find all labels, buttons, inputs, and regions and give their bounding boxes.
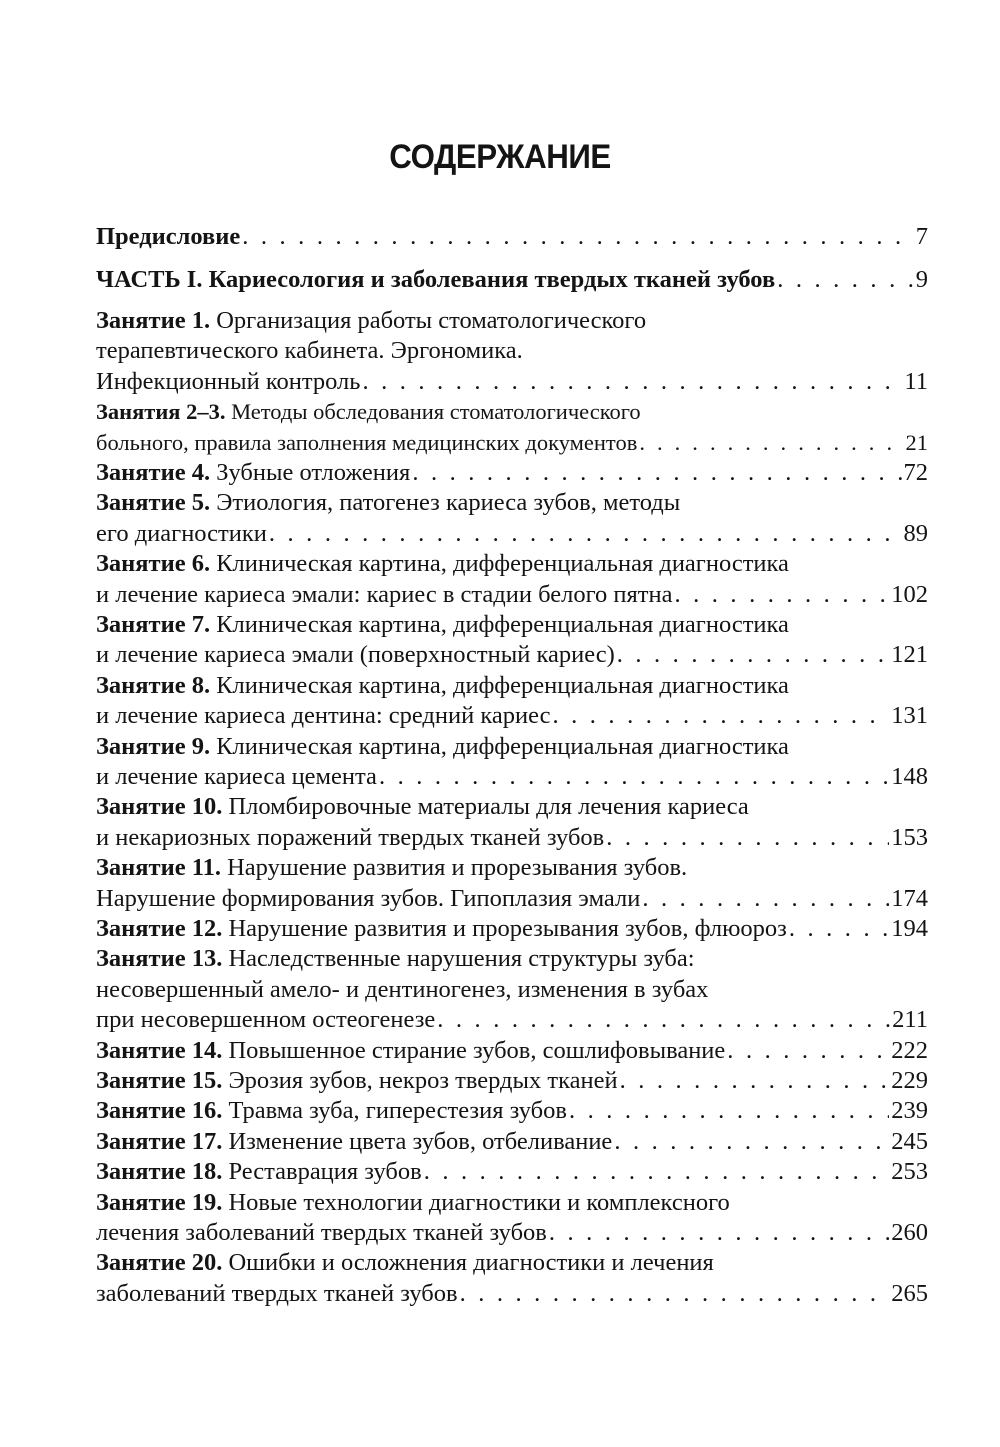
toc-entry-title-line: и лечение кариеса дентина: средний кариес [96,702,551,730]
toc-heading: СОДЕРЖАНИЕ [389,138,611,176]
toc-entry-lesson[interactable] [96,671,928,732]
toc-entry-part-1[interactable] [96,265,928,295]
toc-entry-page: 260 [891,1218,928,1246]
toc-entry-lesson[interactable] [96,1096,928,1126]
toc-entry-page: 21 [905,429,928,455]
leader-dots [269,519,902,549]
toc-entry-lesson[interactable] [96,792,928,853]
toc-entry-title-line: терапевтического кабинета. Эргономика. [96,337,523,365]
leader-dots [460,1279,890,1309]
toc-entry-page: 89 [903,519,928,547]
toc-entry-title-line: Инфекционный контроль [96,367,361,395]
toc-entry-label: Предисловие [96,223,241,250]
toc-entry-title-line: и лечение кариеса эмали: кариес в стадии белого пятна [96,580,673,608]
toc-entry-page: 148 [891,762,928,790]
toc-entry-title-line: Ошибки и осложнения диагностики и лечения [228,1249,714,1277]
toc-entry-lesson[interactable] [96,488,928,549]
toc-entry-label: Занятие 14. [96,1036,223,1064]
toc-entry-title-line: Организация работы стоматологического [216,307,647,334]
toc-entry-title-line: Изменение цвета зубов, отбеливание [228,1127,613,1155]
toc-entry-lesson[interactable] [96,549,928,610]
toc-entry-label: Занятие 20. [96,1249,223,1277]
toc-entry-label: Занятие 12. [96,915,223,942]
toc-entry-title-line: Повышенное стирание зубов, сошлифовывание [228,1036,726,1064]
leader-dots [642,884,889,914]
toc-entry-lesson[interactable] [96,914,928,944]
toc-entry-label: Занятие 11. [96,854,221,882]
toc-entry-label: Занятие 9. [96,732,211,760]
toc-entry-lesson[interactable] [96,306,928,397]
toc-entry-page: 72 [903,459,928,486]
toc-entry-title-line: и некариозных поражений твердых тканей зубов [96,823,605,851]
toc-entry-lesson[interactable] [96,1036,928,1066]
toc-entry-lesson[interactable] [96,458,928,488]
toc-entry-title-line: Реставрация зубов [228,1158,422,1186]
toc-entry-label: Занятие 13. [96,945,223,973]
toc-entry-label: Занятия 2–3. [96,399,226,425]
toc-entry-lesson[interactable] [96,1248,928,1309]
toc-entry-lesson[interactable] [96,732,928,793]
toc-entry-lesson[interactable] [96,1066,928,1096]
toc-entry-label: Занятие 19. [96,1188,223,1216]
toc-entry-page: 131 [891,702,928,730]
toc-entry-title-line: Травма зуба, гиперестезия зубов [228,1097,567,1125]
leader-dots [242,222,914,252]
toc-entry-title-line: Нарушение развития и прорезывания зубов, флюороз [228,915,787,942]
toc-entry-page: 229 [891,1067,928,1094]
toc-entry-label: Занятие 18. [96,1158,223,1186]
toc-entry-title-line: Наследственные нарушения структуры зуба: [228,945,695,973]
leader-dots [569,1096,889,1126]
leader-dots [412,458,901,488]
toc-entry-label: Занятие 6. [96,550,211,578]
toc-entry-lesson[interactable] [96,610,928,671]
toc-entry-title-line: лечения заболеваний твердых тканей зубов [96,1218,547,1246]
toc-entry-preface[interactable] [96,222,928,252]
toc-entry-label: Занятие 15. [96,1067,223,1094]
toc-entry-title-line: при несовершенном остеогенезе [96,1006,436,1034]
toc-entry-title-line: несовершенный амело- и дентиногенез, изменения в зубах [96,975,709,1003]
toc-entry-label: Занятие 7. [96,611,211,638]
leader-dots [549,1218,889,1248]
toc-entry-title-line: Клиническая картина, дифференциальная диагностика [216,732,789,760]
toc-entry-lesson[interactable] [96,397,928,458]
leader-dots [789,914,889,944]
toc-entry-title-line: Эрозия зубов, некроз твердых тканей [228,1067,618,1094]
toc-entry-page: 174 [891,884,928,912]
toc-entry-title-line: Зубные отложения [216,459,411,486]
toc-entry-lesson[interactable] [96,1188,928,1249]
toc-entry-title-line: его диагностики [96,519,267,547]
toc-entry-page: 211 [892,1006,928,1034]
toc-entry-title-line: Клиническая картина, дифференциальная диагностика [216,550,789,578]
toc-entry-title-line: Клиническая картина, дифференциальная диагностика [216,671,789,699]
leader-dots [777,265,914,295]
toc-entry-label: Занятие 1. [96,307,211,334]
leader-dots [362,367,902,397]
toc-entry-page: 153 [891,823,928,851]
toc-entry-page: 102 [891,580,928,608]
leader-dots [552,701,889,731]
toc-entry-label: Занятие 4. [96,459,211,486]
leader-dots [617,640,890,670]
leader-dots [639,428,903,458]
toc-entry-title-line: больного, правила заполнения медицинских документов [96,429,638,455]
toc-entry-lesson[interactable] [96,944,928,1035]
toc-entry-page: 265 [891,1279,928,1307]
toc-entry-label: Занятие 8. [96,671,211,699]
toc-entry-page: 9 [915,266,928,293]
toc-entry-lesson[interactable] [96,1127,928,1157]
toc-entry-title-line: Пломбировочные материалы для лечения кариеса [228,793,749,821]
toc-entry-title-line: Клиническая картина, дифференциальная диагностика [216,611,789,638]
toc-entry-page: 11 [904,367,928,395]
toc-entry-page: 239 [891,1097,928,1125]
toc-entry-lesson[interactable] [96,1157,928,1187]
toc-entry-label: Занятие 17. [96,1127,223,1155]
leader-dots [727,1036,889,1066]
leader-dots [379,762,889,792]
leader-dots [614,1127,889,1157]
toc-entry-page: 245 [891,1127,928,1155]
toc-entry-page: 7 [915,223,928,250]
toc-entry-title-line: Этиология, патогенез кариеса зубов, методы [216,489,681,517]
toc-entry-title-line: и лечение кариеса эмали (поверхностный кариес) [96,641,615,669]
toc-entry-page: 121 [891,641,928,669]
toc-entry-title-line: Нарушение формирования зубов. Гипоплазия эмали [96,884,641,912]
toc-entry-page: 194 [891,915,928,942]
toc-entry-title-line: Методы обследования стоматологического [231,399,641,425]
leader-dots [424,1157,890,1187]
leader-dots [674,580,889,610]
toc-entry-title-line: Нарушение развития и прорезывания зубов. [227,854,688,882]
toc-entry-lesson[interactable] [96,853,928,914]
toc-entry-title-line: заболеваний твердых тканей зубов [96,1279,458,1307]
toc-entry-page: 253 [891,1158,928,1186]
leader-dots [620,1066,890,1096]
leader-dots [437,1005,890,1035]
toc-entry-page: 222 [891,1036,928,1064]
toc-entry-label: Занятие 5. [96,489,211,517]
toc-entry-title-line: Новые технологии диагностики и комплексного [228,1188,730,1216]
toc-entry-title-line: и лечение кариеса цемента [96,762,377,790]
toc-part-label: ЧАСТЬ I. Кариесология и заболевания твердых тканей зубов [96,266,776,293]
leader-dots [606,823,889,853]
toc-entry-label: Занятие 10. [96,793,223,821]
toc-entry-label: Занятие 16. [96,1097,223,1125]
